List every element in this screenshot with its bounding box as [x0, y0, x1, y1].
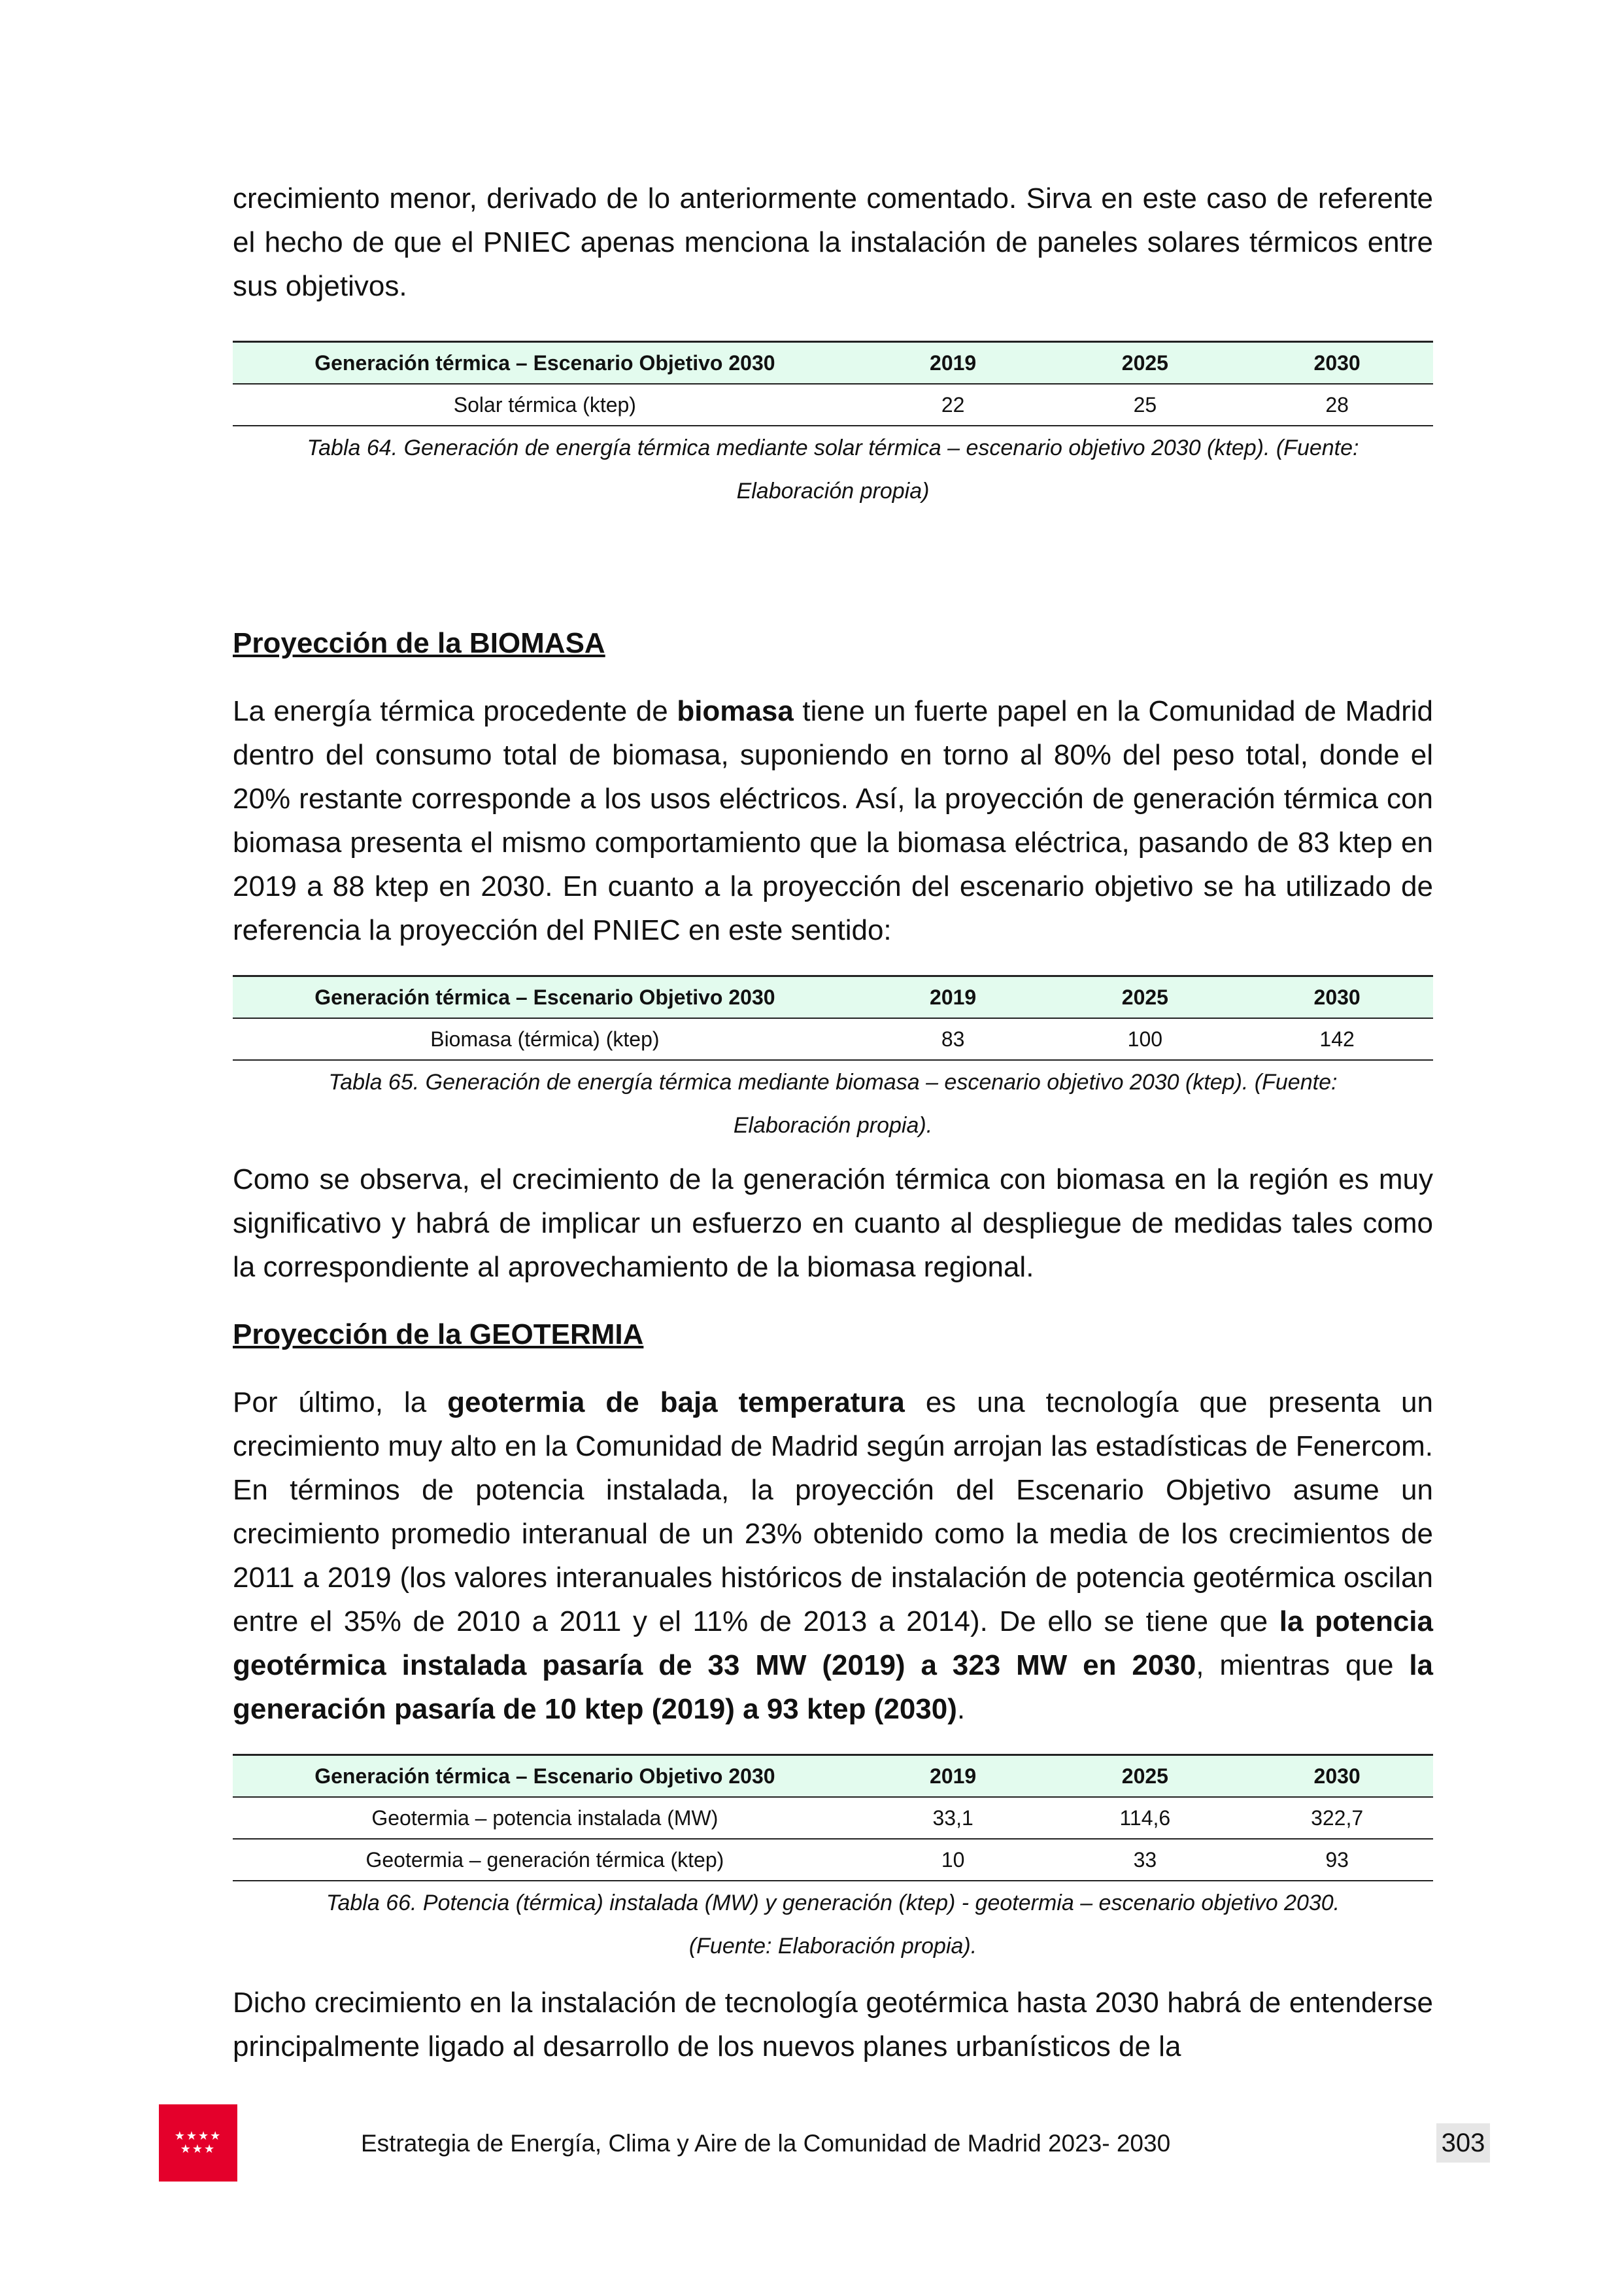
- table-header-cell: 2019: [857, 976, 1049, 1019]
- table-cell: Solar térmica (ktep): [233, 384, 857, 426]
- bold-text: la generación pasaría de 10 ktep (2019) a 93 ktep (2030): [233, 1649, 1434, 1725]
- table-header-cell: Generación térmica – Escenario Objetivo 2030: [233, 976, 857, 1019]
- table-cell: 22: [857, 384, 1049, 426]
- table-header-cell: Generación térmica – Escenario Objetivo 2030: [233, 1755, 857, 1798]
- biomasa-paragraph: [233, 689, 1433, 952]
- caption-line: Tabla 66. Potencia (térmica) instalada (MW) y generación (ktep) - geotermia – escenario objetivo 2030.: [326, 1891, 1340, 1915]
- table-cell: 25: [1049, 384, 1241, 426]
- section-heading-geotermia: Proyección de la GEOTERMIA: [233, 1318, 644, 1350]
- table-header-cell: 2030: [1241, 1755, 1433, 1798]
- table-header-cell: 2030: [1241, 976, 1433, 1019]
- table-cell: 10: [857, 1839, 1049, 1881]
- section-heading-biomasa: Proyección de la BIOMASA: [233, 627, 605, 659]
- table-cell: 33: [1049, 1839, 1241, 1881]
- bold-text: geotermia de baja temperatura: [447, 1386, 905, 1418]
- caption-line: Elaboración propia).: [733, 1113, 933, 1138]
- table-66: [233, 1754, 1433, 1881]
- table-cell: 100: [1049, 1018, 1241, 1060]
- table-row: [233, 1839, 1433, 1881]
- table-header-cell: 2025: [1049, 1755, 1241, 1798]
- table-65: [233, 975, 1433, 1061]
- table-cell: 322,7: [1241, 1797, 1433, 1839]
- table-header-row: [233, 976, 1433, 1019]
- table-header-cell: 2019: [857, 342, 1049, 385]
- document-body: [233, 177, 1433, 2068]
- caption-line: Elaboración propia): [736, 479, 930, 504]
- geotermia-paragraph-2: Dicho crecimiento en la instalación de tecnología geotérmica hasta 2030 habrá de entenderse principalmente ligado al desarrollo de los nuevos planes urbanísticos de la: [233, 1987, 1433, 2063]
- intro-paragraph: crecimiento menor, derivado de lo anteriormente comentado. Sirva en este caso de referente el hecho de que el PNIEC apenas menciona la instalación de paneles solares térmicos entre sus objetivos.: [233, 182, 1433, 302]
- table-header-row: [233, 1755, 1433, 1798]
- table-cell: 93: [1241, 1839, 1433, 1881]
- text-run: .: [956, 1693, 966, 1725]
- page-number: 303: [1436, 2123, 1490, 2163]
- biomasa-paragraph-2: Como se observa, el crecimiento de la generación térmica con biomasa en la región es muy significativo y habrá de implicar un esfuerzo en cuanto al despliegue de medidas tales como la correspondiente al aprovechamiento de la biomasa regional.: [233, 1163, 1433, 1283]
- table-cell: 114,6: [1049, 1797, 1241, 1839]
- table-caption: [233, 1061, 1433, 1147]
- stars-icon: [159, 2129, 237, 2155]
- text-run: es una tecnología que presenta un crecimiento muy alto en la Comunidad de Madrid según arrojan las estadísticas de Fenercom. En términos de potencia instalada, la proyección del Escenario Objetivo asume un crecimiento promedio interanual de un 23% obtenido como la media de los crecimientos de 2011 a 2019 (los valores interanuales históricos de instalación de potencia geotérmica oscilan entre el 35% de 2010 a 2011 y el 11% de 2013 a 2014). De ello se tiene que: [233, 1386, 1433, 1637]
- table-header-cell: 2030: [1241, 342, 1433, 385]
- table-header-cell: 2025: [1049, 976, 1241, 1019]
- caption-line: (Fuente: Elaboración propia).: [688, 1934, 977, 1959]
- text-run: tiene un fuerte papel en la Comunidad de Madrid dentro del consumo total de biomasa, suponiendo en torno al 80% del peso total, donde el 20% restante corresponde a los usos eléctricos. Así, la proyección de generación térmica con biomasa presenta el mismo comportamiento que la biomasa eléctrica, pasando de 83 ktep en 2019 a 88 ktep en 2030. En cuanto a la proyección del escenario objetivo se ha utilizado de referencia la proyección del PNIEC en este sentido:: [233, 695, 1433, 946]
- table-cell: 83: [857, 1018, 1049, 1060]
- stars-row: ★★★: [180, 2142, 216, 2155]
- table-header-row: [233, 342, 1433, 385]
- text-run: , mientras que: [1196, 1649, 1410, 1681]
- bold-text: biomasa: [677, 695, 794, 727]
- table-caption: [233, 1881, 1433, 1968]
- table-cell: Geotermia – potencia instalada (MW): [233, 1797, 857, 1839]
- table-row: [233, 1797, 1433, 1839]
- table-cell: 28: [1241, 384, 1433, 426]
- table-cell: 33,1: [857, 1797, 1049, 1839]
- table-64: [233, 341, 1433, 426]
- bold-text: la potencia geotérmica instalada pasaría de 33 MW (2019) a 323 MW en 2030: [233, 1605, 1434, 1681]
- table-cell: Biomasa (térmica) (ktep): [233, 1018, 857, 1060]
- table-header-cell: 2025: [1049, 342, 1241, 385]
- table-header-cell: Generación térmica – Escenario Objetivo 2030: [233, 342, 857, 385]
- table-row: [233, 384, 1433, 426]
- footer-title: Estrategia de Energía, Clima y Aire de la Comunidad de Madrid 2023- 2030: [361, 2130, 1171, 2157]
- caption-line: Tabla 64. Generación de energía térmica mediante solar térmica – escenario objetivo 2030 (ktep). (Fuente:: [307, 436, 1359, 460]
- comunidad-madrid-logo: [159, 2104, 237, 2182]
- geotermia-paragraph: [233, 1380, 1433, 1731]
- table-cell: 142: [1241, 1018, 1433, 1060]
- table-header-cell: 2019: [857, 1755, 1049, 1798]
- table-cell: Geotermia – generación térmica (ktep): [233, 1839, 857, 1881]
- text-run: Por último, la: [233, 1386, 448, 1418]
- text-run: La energía térmica procedente de: [233, 695, 677, 727]
- table-caption: [233, 426, 1433, 513]
- stars-row: ★★★★: [174, 2129, 222, 2142]
- caption-line: Tabla 65. Generación de energía térmica mediante biomasa – escenario objetivo 2030 (ktep). (Fuente:: [328, 1070, 1338, 1095]
- table-row: [233, 1018, 1433, 1060]
